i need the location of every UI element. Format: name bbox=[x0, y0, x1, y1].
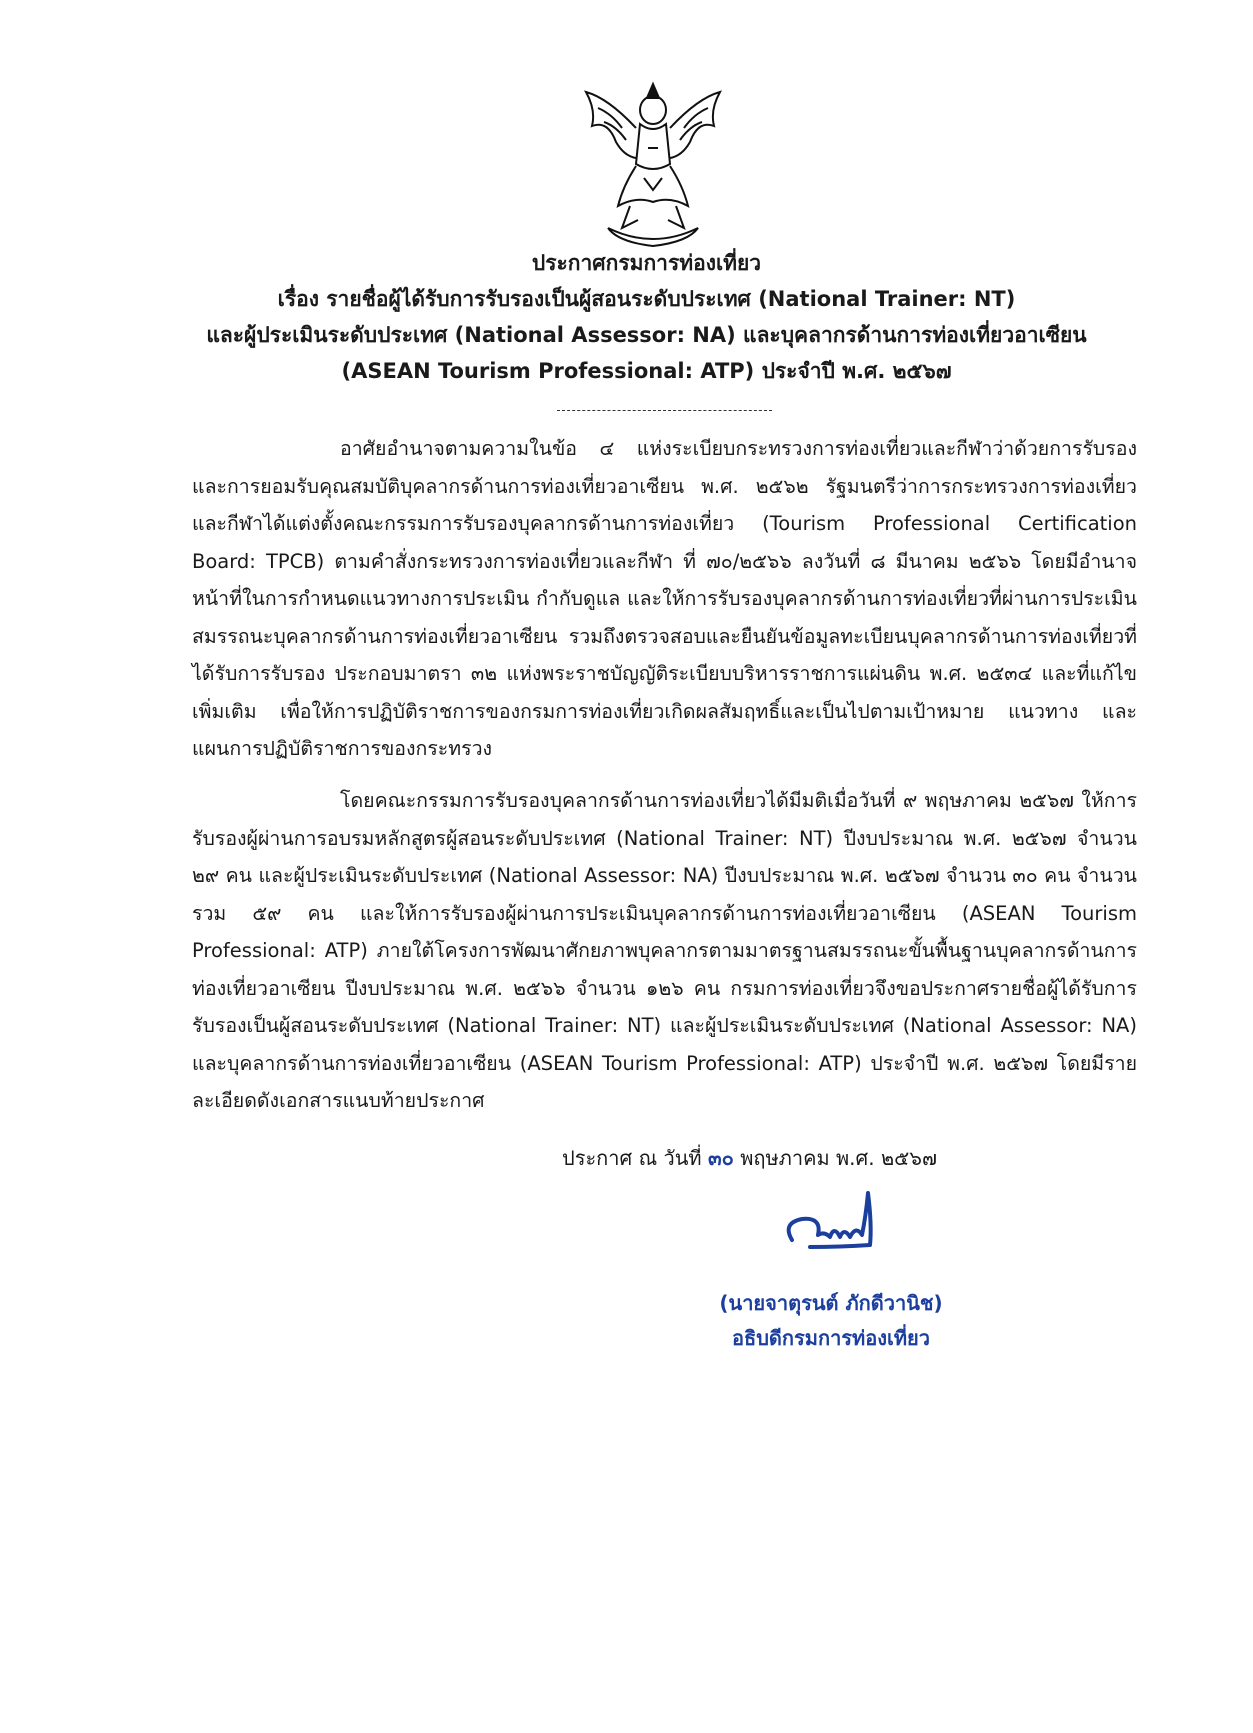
garuda-emblem-icon bbox=[578, 78, 728, 250]
heading-separator bbox=[557, 410, 772, 411]
announcement-subject-line-1: เรื่อง รายชื่อผู้ได้รับการรับรองเป็นผู้สอนระดับประเทศ (National Trainer: NT) bbox=[277, 287, 1016, 311]
handwritten-signature bbox=[780, 1185, 900, 1265]
announcement-issuer: ประกาศกรมการท่องเที่ยว bbox=[531, 251, 762, 275]
announcement-subject-line-3: (ASEAN Tourism Professional: ATP) ประจำปี พ.ศ. ๒๕๖๗ bbox=[341, 359, 952, 383]
body-paragraph-2: โดยคณะกรรมการรับรองบุคลากรด้านการท่องเที่ยวได้มีมติเมื่อวันที่ ๙ พฤษภาคม ๒๕๖๗ ให้การรับรองผู้ผ่านการอบรมหลักสูตรผู้สอนระดับประเทศ (National Trainer: NT) ปีงบประมาณ พ.ศ. ๒๕๖๗ จำนวน ๒๙ คน และผู้ประเมินระดับประเทศ (National Assessor: NA) ปีงบประมาณ พ.ศ. ๒๕๖๗ จำนวน ๓๐ คน จำนวนรวม ๕๙ คน และให้การรับรองผู้ผ่านการประเมินบุคลากรด้านการท่องเที่ยวอาเซียน (ASEAN Tourism Professional: ATP) ภายใต้โครงการพัฒนาศักยภาพบุคลากรตามมาตรฐานสมรรถนะขั้นพื้นฐานบุคลากรด้านการท่องเที่ยวอาเซียน ปีงบประมาณ พ.ศ. ๒๕๖๖ จำนวน ๑๒๖ คน กรมการท่องเที่ยวจึงขอประกาศรายชื่อผู้ได้รับการรับรองเป็นผู้สอนระดับประเทศ (National Trainer: NT) และผู้ประเมินระดับประเทศ (National Assessor: NA) และบุคลากรด้านการท่องเที่ยวอาเซียน (ASEAN Tourism Professional: ATP) ประจำปี พ.ศ. ๒๕๖๗ โดยมีรายละเอียดดังเอกสารแนบท้ายประกาศ bbox=[192, 789, 1137, 1112]
body-paragraph-1: อาศัยอำนาจตามความในข้อ ๔ แห่งระเบียบกระทรวงการท่องเที่ยวและกีฬาว่าด้วยการรับรองและการยอมรับคุณสมบัติบุคลากรด้านการท่องเที่ยวอาเซียน พ.ศ. ๒๕๖๒ รัฐมนตรีว่าการกระทรวงการท่องเที่ยวและกีฬาได้แต่งตั้งคณะกรรมการรับรองบุคลากรด้านการท่องเที่ยว (Tourism Professional Certification Board: TPCB) ตามคำสั่งกระทรวงการท่องเที่ยวและกีฬา ที่ ๗๐/๒๕๖๖ ลงวันที่ ๘ มีนาคม ๒๕๖๖ โดยมีอำนาจหน้าที่ในการกำหนดแนวทางการประเมิน กำกับดูแล และให้การรับรองบุคลากรด้านการท่องเที่ยวที่ผ่านการประเมินสมรรถนะบุคลากรด้านการท่องเที่ยวอาเซียน รวมถึงตรวจสอบและยืนยันข้อมูลทะเบียนบุคลากรด้านการท่องเที่ยวที่ได้รับการรับรอง ประกอบมาตรา ๓๒ แห่งพระราชบัญญัติระเบียบบริหารราชการแผ่นดิน พ.ศ. ๒๕๓๔ และที่แก้ไขเพิ่มเติม เพื่อให้การปฏิบัติราชการของกรมการท่องเที่ยวเกิดผลสัมฤทธิ์และเป็นไปตามเป้าหมาย แนวทาง และแผนการปฏิบัติราชการของกระทรวง bbox=[192, 437, 1137, 760]
date-day: ๓๐ bbox=[707, 1146, 734, 1170]
signer-title: อธิบดีกรมการท่องเที่ยว bbox=[732, 1326, 930, 1350]
announcement-subject-line-2: และผู้ประเมินระดับประเทศ (National Assessor: NA) และบุคลากรด้านการท่องเที่ยวอาเซียน bbox=[206, 323, 1087, 347]
announcement-date bbox=[562, 1140, 937, 1176]
signer-name: (นายจาตุรนต์ ภักดีวานิช) bbox=[719, 1291, 943, 1315]
date-rest: พฤษภาคม พ.ศ. ๒๕๖๗ bbox=[740, 1146, 938, 1170]
date-prefix: ประกาศ ณ วันที่ bbox=[562, 1146, 702, 1170]
